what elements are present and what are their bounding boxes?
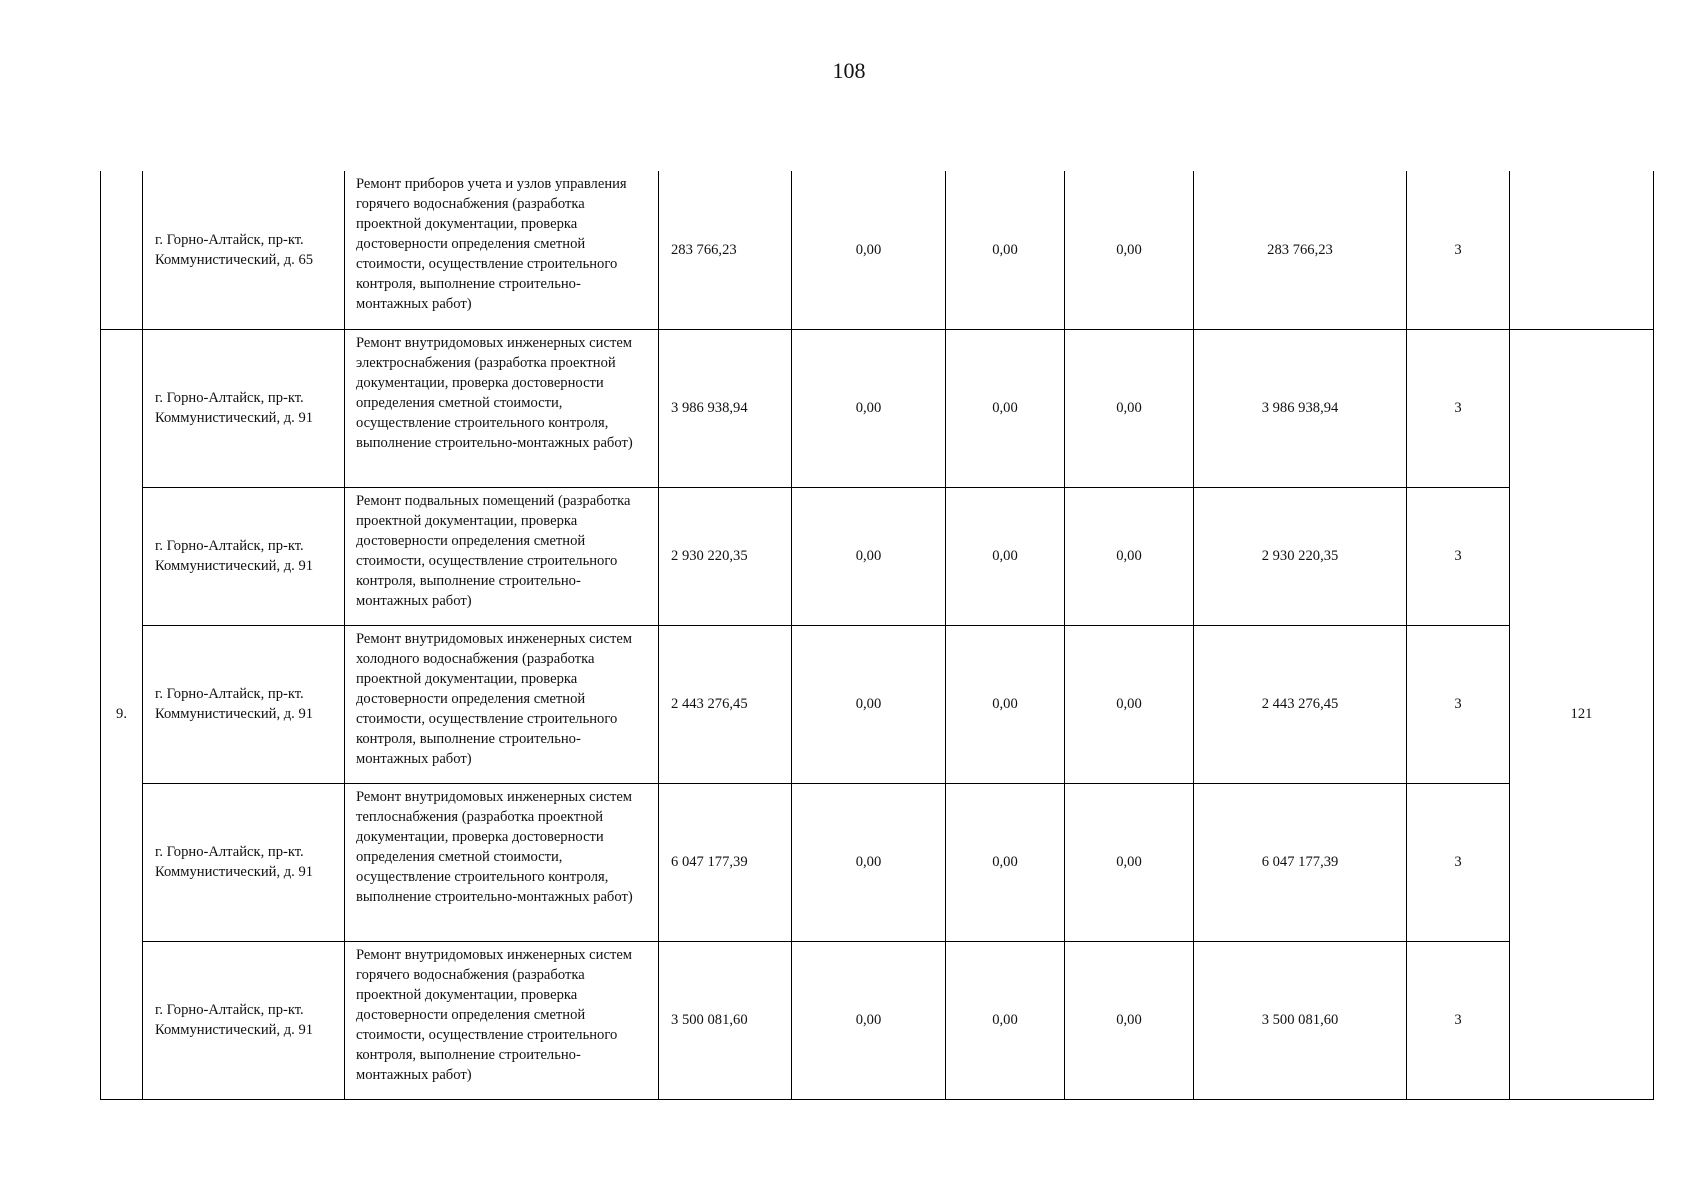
term-cell: 3 [1407,941,1510,1099]
term-cell: 3 [1407,487,1510,625]
address-cell: г. Горно-Алтайск, пр-кт. Коммунистический, д. 91 [143,487,345,625]
fund-c-cell: 0,00 [1065,329,1194,487]
table-row [101,941,1654,1099]
work-description-cell: Ремонт внутридомовых инженерных систем горячего водоснабжения (разработка проектной документации, проверка достоверности определения сметной стоимости, осуществление строительного контроля, выполнение строительно-монтажных работ) [345,941,659,1099]
total-cell: 121 [1510,329,1654,1099]
work-description-cell: Ремонт внутридомовых инженерных систем холодного водоснабжения (разработка проектной документации, проверка достоверности определения сметной стоимости, осуществление строительного контроля, выполнение строительно-монтажных работ) [345,625,659,783]
address-cell: г. Горно-Алтайск, пр-кт. Коммунистический, д. 91 [143,783,345,941]
fund-b-cell: 0,00 [946,941,1065,1099]
fund-b-cell: 0,00 [946,625,1065,783]
fund-owners-cell: 3 986 938,94 [1194,329,1407,487]
table-row [101,625,1654,783]
fund-a-cell: 0,00 [792,941,946,1099]
table-row [101,487,1654,625]
fund-a-cell: 0,00 [792,487,946,625]
work-description-cell: Ремонт внутридомовых инженерных систем теплоснабжения (разработка проектной документации, проверка достоверности определения сметной стоимости, осуществление строительного контроля, выполнение строительно-монтажных работ) [345,783,659,941]
term-cell: 3 [1407,783,1510,941]
term-cell: 3 [1407,625,1510,783]
fund-b-cell: 0,00 [946,171,1065,329]
table-row [101,783,1654,941]
fund-a-cell: 0,00 [792,329,946,487]
cost-total-cell: 6 047 177,39 [659,783,792,941]
row-index-cell [101,171,143,329]
work-description-cell: Ремонт внутридомовых инженерных систем электроснабжения (разработка проектной документации, проверка достоверности определения сметной стоимости, осуществление строительного контроля, выполнение строительно-монтажных работ) [345,329,659,487]
cost-total-cell: 2 930 220,35 [659,487,792,625]
fund-owners-cell: 283 766,23 [1194,171,1407,329]
fund-owners-cell: 3 500 081,60 [1194,941,1407,1099]
fund-b-cell: 0,00 [946,487,1065,625]
fund-c-cell: 0,00 [1065,171,1194,329]
table-row [101,171,1654,329]
total-cell [1510,171,1654,329]
fund-c-cell: 0,00 [1065,625,1194,783]
fund-a-cell: 0,00 [792,783,946,941]
work-description-cell: Ремонт приборов учета и узлов управления горячего водоснабжения (разработка проектной документации, проверка достоверности определения сметной стоимости, осуществление строительного контроля, выполнение строительно-монтажных работ) [345,171,659,329]
cost-total-cell: 283 766,23 [659,171,792,329]
cost-total-cell: 2 443 276,45 [659,625,792,783]
page-number: 108 [832,58,866,83]
row-index-cell: 9. [101,329,143,1099]
address-cell: г. Горно-Алтайск, пр-кт. Коммунистический, д. 91 [143,941,345,1099]
fund-c-cell: 0,00 [1065,783,1194,941]
fund-a-cell: 0,00 [792,171,946,329]
address-cell: г. Горно-Алтайск, пр-кт. Коммунистический, д. 65 [143,171,345,329]
fund-b-cell: 0,00 [946,783,1065,941]
cost-total-cell: 3 500 081,60 [659,941,792,1099]
fund-c-cell: 0,00 [1065,487,1194,625]
address-cell: г. Горно-Алтайск, пр-кт. Коммунистический, д. 91 [143,329,345,487]
address-cell: г. Горно-Алтайск, пр-кт. Коммунистический, д. 91 [143,625,345,783]
fund-owners-cell: 2 930 220,35 [1194,487,1407,625]
term-cell: 3 [1407,329,1510,487]
fund-owners-cell: 2 443 276,45 [1194,625,1407,783]
fund-b-cell: 0,00 [946,329,1065,487]
term-cell: 3 [1407,171,1510,329]
works-table [100,171,1654,1100]
fund-a-cell: 0,00 [792,625,946,783]
table-row [101,329,1654,487]
cost-total-cell: 3 986 938,94 [659,329,792,487]
fund-c-cell: 0,00 [1065,941,1194,1099]
fund-owners-cell: 6 047 177,39 [1194,783,1407,941]
work-description-cell: Ремонт подвальных помещений (разработка проектной документации, проверка достоверности определения сметной стоимости, осуществление строительного контроля, выполнение строительно-монтажных работ) [345,487,659,625]
